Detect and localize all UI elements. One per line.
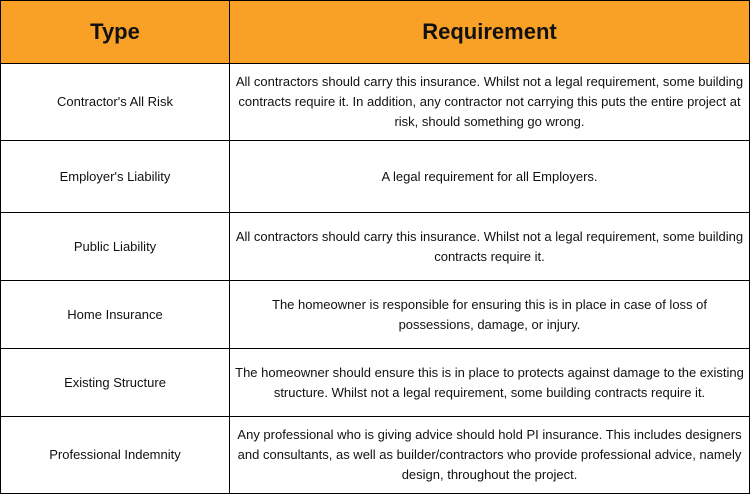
type-cell: Contractor's All Risk bbox=[1, 64, 230, 141]
type-column-header: Type bbox=[1, 1, 230, 64]
requirement-cell: The homeowner should ensure this is in place to protects against damage to the existing structure. Whilst not a legal requirement, some building contracts require it. bbox=[230, 349, 750, 417]
requirement-cell: All contractors should carry this insurance. Whilst not a legal requirement, some building contracts require it. In addition, any contractor not carrying this puts the entire project at risk, should something go wrong. bbox=[230, 64, 750, 141]
table-row bbox=[1, 281, 750, 349]
header-row bbox=[1, 1, 750, 64]
requirement-column-header: Requirement bbox=[230, 1, 750, 64]
table-row bbox=[1, 349, 750, 417]
table-row bbox=[1, 141, 750, 213]
table-header bbox=[1, 1, 750, 64]
type-cell: Home Insurance bbox=[1, 281, 230, 349]
type-cell: Existing Structure bbox=[1, 349, 230, 417]
requirement-cell: All contractors should carry this insurance. Whilst not a legal requirement, some building contracts require it. bbox=[230, 213, 750, 281]
table-row bbox=[1, 213, 750, 281]
table-row bbox=[1, 64, 750, 141]
type-cell: Professional Indemnity bbox=[1, 417, 230, 494]
table-row bbox=[1, 417, 750, 494]
requirement-cell: A legal requirement for all Employers. bbox=[230, 141, 750, 213]
table-body bbox=[1, 64, 750, 494]
requirement-cell: Any professional who is giving advice should hold PI insurance. This includes designers and consultants, as well as builder/contractors who provide professional advice, namely design, throughout the project. bbox=[230, 417, 750, 494]
type-cell: Employer's Liability bbox=[1, 141, 230, 213]
requirement-cell: The homeowner is responsible for ensuring this is in place in case of loss of possessions, damage, or injury. bbox=[230, 281, 750, 349]
type-cell: Public Liability bbox=[1, 213, 230, 281]
